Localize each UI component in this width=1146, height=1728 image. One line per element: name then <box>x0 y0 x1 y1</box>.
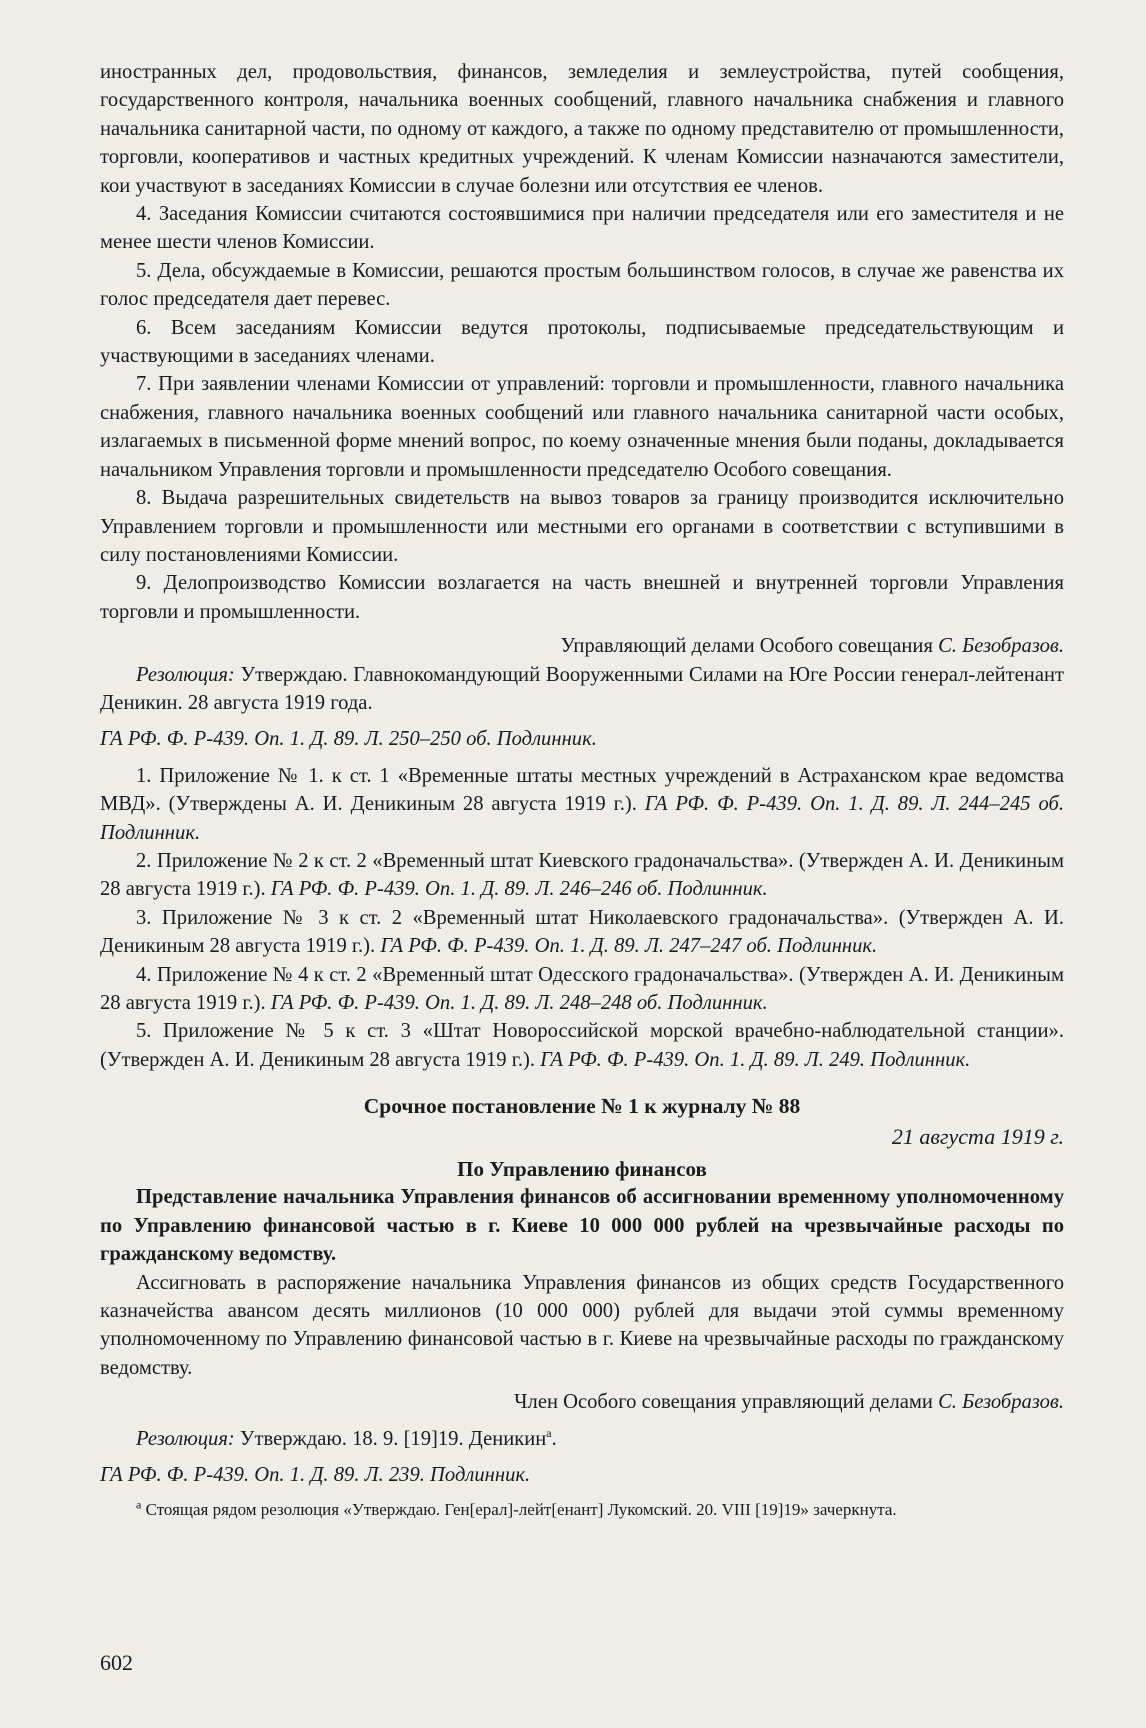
body-paragraph: Ассигновать в распоряжение начальника Управления финансов из общих средств Государственного казначейства авансом десять миллионов (10 000 000) рублей для выдачи этой суммы временному уполномоченному по Управлению финансовой частью в г. Киеве на чрезвычайные расходы по гражданскому ведомству. <box>100 1271 1064 1379</box>
paragraph-top-0: иностранных дел, продовольствия, финансов, земледелия и землеустройства, путей сообщения, государственного контроля, начальника военных сообщений, главного начальника снабжения и главного начальника санитарной части, по одному от каждого, а также по одному представителю от промышленности, торговли, кооперативов и частных кредитных учреждений. К членам Комиссии назначаются заместители, кои участвуют в заседаниях Комиссии в случае болезни или отсутствия ее членов. <box>100 61 1064 197</box>
signature-1 <box>100 632 1064 660</box>
paragraph-item-9: 9. Делопроизводство Комиссии возлагается на часть внешней и внутренней торговли Управления торговли и промышленности. <box>100 572 1064 623</box>
footnote-ref: а <box>546 1425 552 1440</box>
footnote <box>100 1498 1064 1522</box>
resolution-heading: Срочное постановление № 1 к журналу № 88 <box>363 1094 801 1119</box>
appendix-2-text: 2. Приложение № 2 к ст. 2 «Временный штат Киевского градоначальства». (Утвержден А. И. Деникиным 28 августа 1919 г.). <box>100 849 1064 901</box>
appendix-4 <box>100 961 1064 1018</box>
appendix-1-ref: ГА РФ. Ф. Р-439. Оп. 1. Д. 89. Л. 244–245 об. Подлинник. <box>100 793 1064 844</box>
section-subheading: По Управлению финансов <box>457 1157 707 1182</box>
page-content <box>100 58 1064 1522</box>
paragraph-item-7: 7. При заявлении членами Комиссии от управлений: торговли и промышленности, главного начальника снабжения, главного начальника военных сообщений или главного начальника санитарной части особых, излагаемых в письменной форме мнений вопрос, по коему означенные мнения были поданы, докладывается начальником Управления торговли и промышленности председателю Особого совещания. <box>100 373 1064 481</box>
appendix-4-text: 4. Приложение № 4 к ст. 2 «Временный штат Одесского градоначальства». (Утвержден А. И. Деникиным 28 августа 1919 г.). <box>100 963 1064 1014</box>
appendix-3 <box>100 904 1064 961</box>
signature-2 <box>100 1388 1064 1416</box>
appendix-5 <box>100 1017 1064 1074</box>
signature-2-name: С. Безобразов. <box>938 1391 1064 1414</box>
footnote-mark: а <box>136 1496 142 1511</box>
archive-source-2: ГА РФ. Ф. Р-439. Оп. 1. Д. 89. Л. 239. Подлинник. <box>100 1464 531 1487</box>
appendix-1 <box>100 762 1064 847</box>
archive-source-1: ГА РФ. Ф. Р-439. Оп. 1. Д. 89. Л. 250–250 об. Подлинник. <box>100 728 597 751</box>
footnote-text: Стоящая рядом резолюция «Утверждаю. Ген[ерал]-лейт[енант] Лукомский. 20. VIII [19]19» зачеркнута. <box>141 1499 897 1519</box>
paragraph-item-5: 5. Дела, обсуждаемые в Комиссии, решаются простым большинством голосов, в случае же равенства их голос председателя дает перевес. <box>100 259 1064 311</box>
signature-1-prefix: Управляющий делами Особого совещания <box>560 635 939 658</box>
resolution-2-text: Утверждаю. 18. 9. [19]19. Деникин <box>234 1427 547 1450</box>
paragraph-item-8: 8. Выдача разрешительных свидетельств на вывоз товаров за границу производится исключительно Управлением торговли и промышленности или местными его органами в соответствии с вступившими в силу постановлениями Комиссии. <box>100 487 1064 566</box>
resolution-1 <box>100 661 1064 718</box>
resolution-2 <box>100 1425 1064 1453</box>
paragraph-item-4: 4. Заседания Комиссии считаются состоявшимися при наличии председателя или его заместителя и не менее шести членов Комиссии. <box>100 203 1064 254</box>
signature-2-prefix: Член Особого совещания управляющий делами <box>514 1391 939 1414</box>
appendix-4-ref: ГА РФ. Ф. Р-439. Оп. 1. Д. 89. Л. 248–248 об. Подлинник. <box>270 992 768 1014</box>
appendix-3-text: 3. Приложение № 3 к ст. 2 «Временный штат Николаевского градоначальства». (Утвержден А. И. Деникиным 28 августа 1919 г.). <box>100 906 1064 958</box>
resolution-1-label: Резолюция: <box>136 663 235 686</box>
resolution-1-text: Утверждаю. Главнокомандующий Вооруженными Силами на Юге России генерал-лейтенант Деникин. 28 августа 1919 года. <box>100 663 1064 714</box>
document-date: 21 августа 1919 г. <box>891 1123 1064 1149</box>
resolution-2-label: Резолюция: <box>136 1427 235 1450</box>
appendix-2-ref: ГА РФ. Ф. Р-439. Оп. 1. Д. 89. Л. 246–246 об. Подлинник. <box>270 878 768 901</box>
appendix-5-ref: ГА РФ. Ф. Р-439. Оп. 1. Д. 89. Л. 249. Подлинник. <box>540 1048 971 1071</box>
appendix-2 <box>100 847 1064 904</box>
appendix-3-ref: ГА РФ. Ф. Р-439. Оп. 1. Д. 89. Л. 247–247 об. Подлинник. <box>380 935 878 958</box>
page-number: 602 <box>100 1650 133 1675</box>
signature-1-name: С. Безобразов. <box>938 635 1064 658</box>
representation-title: Представление начальника Управления финансов об ассигновании временному уполномоченному по Управлению финансовой частью в г. Киеве 10 000 000 рублей на чрезвычайные расходы по гражданскому ведомству. <box>100 1186 1064 1266</box>
appendix-5-text: 5. Приложение № 5 к ст. 3 «Штат Новороссийской морской врачебно-наблюдательной станции». (Утвержден А. И. Деникиным 28 августа 1919 г.). <box>100 1020 1064 1071</box>
appendix-1-text: 1. Приложение № 1. к ст. 1 «Временные штаты местных учреждений в Астраханском крае ведомства МВД». (Утверждены А. И. Деникиным 28 августа 1919 г.). <box>100 764 1064 816</box>
resolution-2-end: . <box>551 1427 557 1450</box>
paragraph-item-6: 6. Всем заседаниям Комиссии ведутся протоколы, подписываемые председательствующим и участвующими в заседаниях членами. <box>100 316 1064 368</box>
